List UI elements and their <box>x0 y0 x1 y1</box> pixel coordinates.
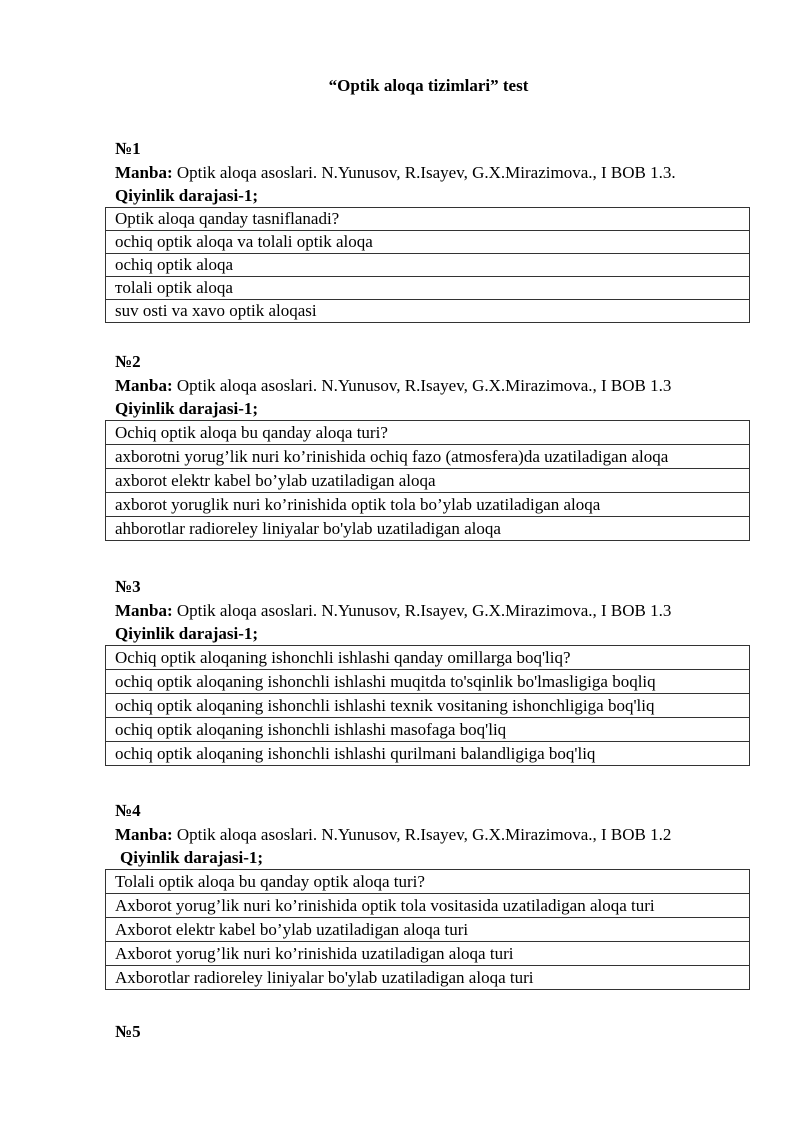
question-text: Ochiq optik aloqaning ishonchli ishlashi qanday omillarga boq'liq? <box>106 646 750 670</box>
source-text: Optik aloqa asoslari. N.Yunusov, R.Isayev, G.X.Mirazimova., I BOB 1.3 <box>176 376 672 395</box>
question-row <box>106 646 750 670</box>
answer-option: ochiq optik aloqa <box>106 254 750 277</box>
answer-row <box>106 445 750 469</box>
answer-row <box>106 469 750 493</box>
answer-row <box>106 918 750 942</box>
question-block-4 <box>115 799 755 990</box>
answer-row <box>106 694 750 718</box>
answer-row <box>106 894 750 918</box>
source-label: Manba: <box>115 825 173 844</box>
source-text: Optik aloqa asoslari. N.Yunusov, R.Isayev, G.X.Mirazimova., I BOB 1.3 <box>176 601 672 620</box>
difficulty-level: Qiyinlik darajasi-1; <box>115 624 259 643</box>
answer-table <box>105 207 750 323</box>
answer-option: ochiq optik aloqaning ishonchli ishlashi qurilmani balandligiga boq'liq <box>106 742 750 766</box>
question-text: Ochiq optik aloqa bu qanday aloqa turi? <box>106 421 750 445</box>
answer-option: suv osti va xavo optik aloqasi <box>106 300 750 323</box>
answer-option: ochiq optik aloqa va tolali optik aloqa <box>106 231 750 254</box>
difficulty-level: Qiyinlik darajasi-1; <box>120 848 264 867</box>
question-text: Optik aloqa qanday tasniflanadi? <box>106 208 750 231</box>
difficulty-level: Qiyinlik darajasi-1; <box>115 399 259 418</box>
answer-row <box>106 231 750 254</box>
question-text: Tolali optik aloqa bu qanday optik aloqa turi? <box>106 870 750 894</box>
answer-row <box>106 942 750 966</box>
question-source <box>115 599 755 623</box>
question-row <box>106 870 750 894</box>
answer-option: ochiq optik aloqaning ishonchli ishlashi muqitda to'sqinlik bo'lmasligiga boqliq <box>106 670 750 694</box>
answer-table <box>105 645 750 766</box>
question-row <box>106 208 750 231</box>
answer-option: axborotni yorug’lik nuri ko’rinishida ochiq fazo (atmosfera)da uzatiladigan aloqa <box>106 445 750 469</box>
answer-row <box>106 718 750 742</box>
answer-row <box>106 517 750 541</box>
answer-option: axborot elektr kabel bo’ylab uzatiladigan aloqa <box>106 469 750 493</box>
answer-row <box>106 966 750 990</box>
source-text: Optik aloqa asoslari. N.Yunusov, R.Isayev, G.X.Mirazimova., I BOB 1.3. <box>176 163 676 182</box>
answer-row <box>106 277 750 300</box>
question-block-1 <box>115 137 755 323</box>
question-block-3 <box>115 575 755 766</box>
answer-option: ochiq optik aloqaning ishonchli ishlashi texnik vositaning ishonchligiga boq'liq <box>106 694 750 718</box>
question-source <box>115 823 755 847</box>
question-number: №2 <box>115 352 141 371</box>
question-row <box>106 421 750 445</box>
source-text: Optik aloqa asoslari. N.Yunusov, R.Isayev, G.X.Mirazimova., I BOB 1.2 <box>176 825 672 844</box>
answer-row <box>106 493 750 517</box>
difficulty-level: Qiyinlik darajasi-1; <box>115 186 259 205</box>
answer-option: Axborotlar radioreley liniyalar bo'ylab uzatiladigan aloqa turi <box>106 966 750 990</box>
answer-row <box>106 742 750 766</box>
question-source <box>115 161 755 185</box>
source-label: Manba: <box>115 601 173 620</box>
question-source <box>115 374 755 398</box>
answer-table <box>105 420 750 541</box>
answer-option: ochiq optik aloqaning ishonchli ishlashi masofaga boq'liq <box>106 718 750 742</box>
question-block-2 <box>115 350 755 541</box>
answer-row <box>106 254 750 277</box>
answer-option: Axborot yorug’lik nuri ko’rinishida uzatiladigan aloqa turi <box>106 942 750 966</box>
answer-option: ahborotlar radioreley liniyalar bo'ylab uzatiladigan aloqa <box>106 517 750 541</box>
source-label: Manba: <box>115 163 173 182</box>
answer-option: Axborot yorug’lik nuri ko’rinishida optik tola vositasida uzatiladigan aloqa turi <box>106 894 750 918</box>
source-label: Manba: <box>115 376 173 395</box>
document-title: “Optik aloqa tizimlari” test <box>328 76 529 95</box>
question-number: №4 <box>115 801 141 820</box>
question-number: №3 <box>115 577 141 596</box>
answer-option: тolali optik aloqa <box>106 277 750 300</box>
question-number: №1 <box>115 139 141 158</box>
question-block-5 <box>115 1020 755 1044</box>
answer-option: axborot yoruglik nuri ko’rinishida optik tola bo’ylab uzatiladigan aloqa <box>106 493 750 517</box>
answer-option: Axborot elektr kabel bo’ylab uzatiladigan aloqa turi <box>106 918 750 942</box>
question-number: №5 <box>115 1022 141 1041</box>
answer-table <box>105 869 750 990</box>
answer-row <box>106 300 750 323</box>
answer-row <box>106 670 750 694</box>
